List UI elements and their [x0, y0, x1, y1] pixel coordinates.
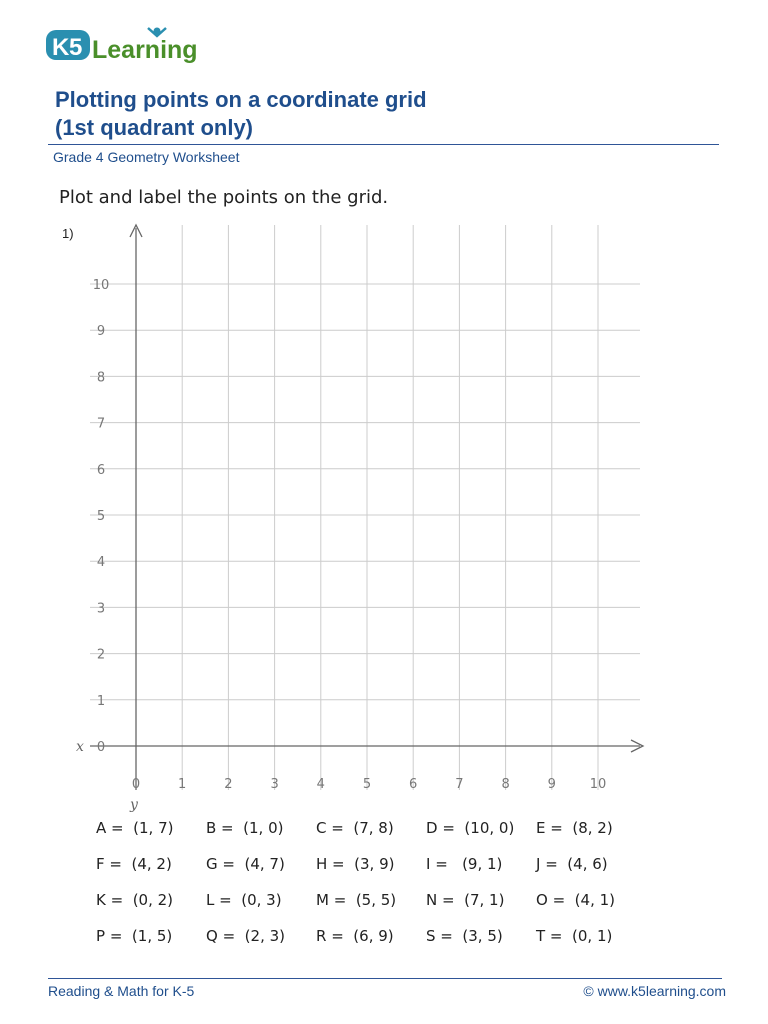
x-tick-label: 3	[270, 777, 279, 792]
point-coordinate: I = (9, 1)	[426, 855, 503, 873]
svg-text:Learning: Learning	[92, 36, 198, 64]
answer-list	[96, 819, 656, 963]
point-coordinate: O = (4, 1)	[536, 891, 616, 909]
point-coordinate: E = (8, 2)	[536, 819, 613, 837]
point-coordinate: F = (4, 2)	[96, 855, 172, 873]
x-tick-label: 7	[455, 777, 464, 792]
x-tick-label: 5	[362, 777, 372, 792]
x-tick-label: 10	[589, 777, 607, 792]
worksheet-subtitle: Grade 4 Geometry Worksheet	[53, 149, 240, 165]
point-coordinate: Q = (2, 3)	[206, 927, 286, 945]
y-tick-label: 9	[96, 324, 106, 340]
instructions: Plot and label the points on the grid.	[59, 187, 389, 208]
x-tick-label: 2	[224, 777, 233, 792]
y-axis-label: y	[130, 797, 138, 813]
svg-text:5: 5	[69, 34, 83, 61]
point-coordinate: K = (0, 2)	[96, 891, 174, 909]
footer-website: © www.k5learning.com	[583, 983, 726, 999]
point-coordinate: J = (4, 6)	[536, 855, 608, 873]
y-tick-label: 0	[96, 740, 106, 755]
point-coordinate: H = (3, 9)	[316, 855, 395, 873]
point-coordinate: B = (1, 0)	[206, 819, 284, 837]
point-coordinate: N = (7, 1)	[426, 891, 505, 909]
y-tick-label: 7	[96, 416, 106, 432]
point-coordinate: C = (7, 8)	[316, 819, 394, 837]
x-tick-label: 6	[409, 777, 418, 792]
y-tick-label: 3	[96, 601, 106, 617]
grid-lines	[90, 225, 640, 790]
point-coordinate: M = (5, 5)	[316, 891, 397, 909]
title-line-2: (1st quadrant only)	[55, 115, 254, 140]
point-coordinate: G = (4, 7)	[206, 855, 285, 873]
x-tick-label: 1	[178, 777, 187, 792]
x-tick-labels	[132, 777, 606, 792]
point-coordinate: A = (1, 7)	[96, 819, 174, 837]
title-line-1: Plotting points on a coordinate grid	[55, 87, 427, 112]
footer-tagline: Reading & Math for K-5	[48, 983, 195, 999]
footer-divider	[48, 978, 722, 979]
y-tick-label: 6	[96, 462, 106, 478]
y-tick-label: 4	[96, 555, 106, 571]
x-tick-label: 9	[547, 777, 556, 792]
y-tick-label: 5	[96, 509, 106, 524]
y-tick-label: 2	[96, 647, 106, 663]
question-number: 1)	[62, 226, 74, 241]
y-tick-label: 8	[96, 370, 106, 386]
point-coordinate: S = (3, 5)	[426, 927, 503, 945]
y-tick-label: 10	[92, 278, 110, 293]
x-tick-label: 0	[131, 777, 141, 792]
point-coordinate: P = (1, 5)	[96, 927, 173, 945]
svg-text:K: K	[52, 34, 70, 61]
point-coordinate: R = (6, 9)	[316, 927, 394, 945]
x-tick-label: 4	[316, 777, 325, 792]
point-coordinate: L = (0, 3)	[206, 891, 282, 909]
x-tick-label: 8	[501, 777, 510, 792]
y-tick-label: 1	[96, 693, 106, 709]
x-axis-label: x	[76, 739, 84, 755]
y-tick-labels	[93, 278, 110, 755]
point-coordinate: D = (10, 0)	[426, 819, 515, 837]
point-coordinate: T = (0, 1)	[536, 927, 613, 945]
